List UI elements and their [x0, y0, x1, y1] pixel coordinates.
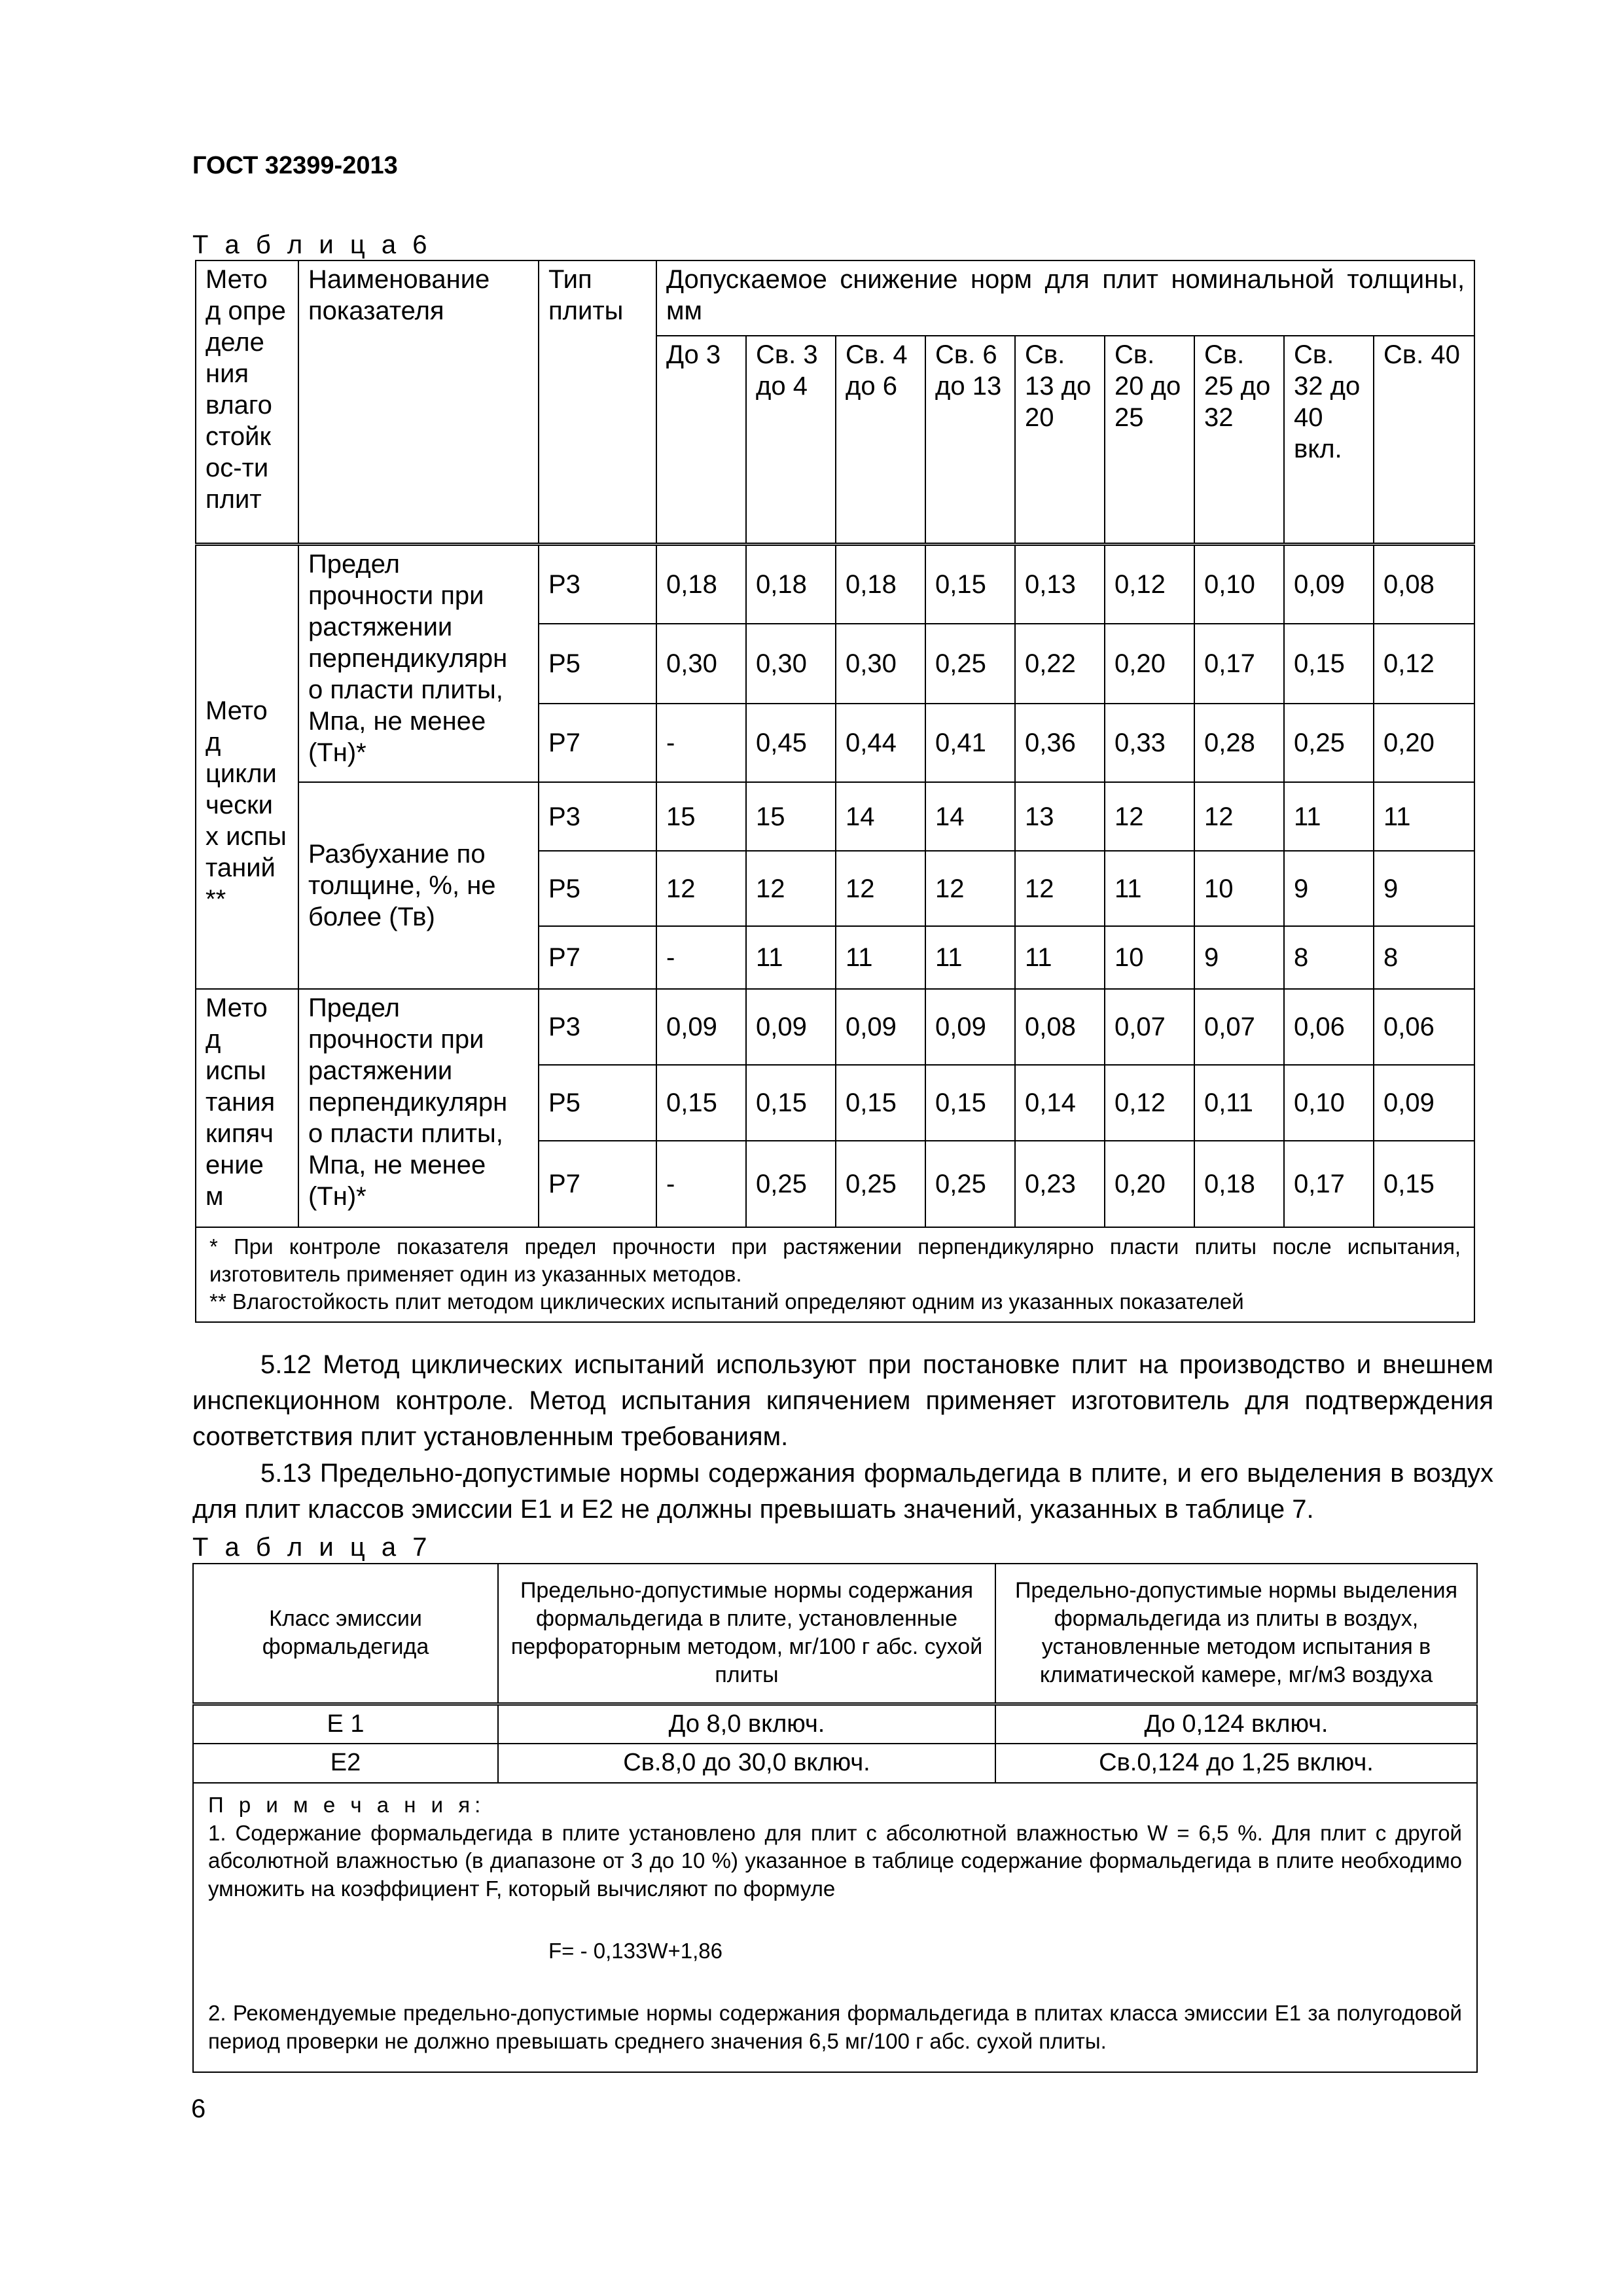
table6-value: 0,06 [1284, 989, 1374, 1065]
table6-value: 12 [925, 851, 1015, 926]
table6-value: 0,41 [925, 704, 1015, 782]
table6-head-allowed-text: Допускаемое снижение норм для плит номинальной толщины, мм [666, 265, 1465, 325]
table6-value: 10 [1194, 851, 1284, 926]
table6-value: 8 [1374, 926, 1474, 989]
table7-cell: До 8,0 включ. [498, 1704, 995, 1744]
table7-cell: Св.8,0 до 30,0 включ. [498, 1744, 995, 1783]
table6-value: 0,20 [1105, 1141, 1194, 1227]
table6-method-cyclic: Мето д цикли чески х испы таний ** [196, 544, 298, 989]
table7-caption: Т а б л и ц а 7 [192, 1533, 432, 1562]
table6-value: 12 [656, 851, 746, 926]
table6-value: 9 [1374, 851, 1474, 926]
table6-value: 14 [925, 782, 1015, 851]
table6-value: 0,06 [1374, 989, 1474, 1065]
table6-value: 0,23 [1015, 1141, 1105, 1227]
table6-value: 0,07 [1105, 989, 1194, 1065]
table6-value: 14 [836, 782, 925, 851]
table6-value: 11 [1374, 782, 1474, 851]
table6-value: 0,18 [746, 544, 836, 624]
table6-value: 11 [1105, 851, 1194, 926]
table6-range-6: Св. 25 до 32 [1194, 336, 1284, 544]
table-row [196, 544, 1474, 624]
table6-value: 0,14 [1015, 1065, 1105, 1141]
table6-value: 11 [746, 926, 836, 989]
document-header: ГОСТ 32399-2013 [192, 152, 398, 179]
table6-value: 11 [925, 926, 1015, 989]
table-row [193, 1744, 1477, 1783]
table6-range-0: До 3 [656, 336, 746, 544]
table7-header-content: Предельно-допустимые нормы содержания формальдегида в плите, установленные перфораторным методом, мг/100 г абс. сухой плиты [498, 1564, 995, 1704]
table6-type: Р7 [539, 1141, 656, 1227]
table6-value: 0,17 [1284, 1141, 1374, 1227]
table6-value: 0,11 [1194, 1065, 1284, 1141]
table6-type: Р5 [539, 1065, 656, 1141]
table6-value: 0,12 [1105, 1065, 1194, 1141]
table6-value: 0,09 [656, 989, 746, 1065]
table6-value: 0,25 [1284, 704, 1374, 782]
table6-value: 0,10 [1194, 544, 1284, 624]
table6-value: 0,18 [1194, 1141, 1284, 1227]
table6-value: 0,20 [1374, 704, 1474, 782]
table6-range-2: Св. 4 до 6 [836, 336, 925, 544]
table6-value: 0,15 [836, 1065, 925, 1141]
paragraph-5-13: 5.13 Предельно-допустимые нормы содержания формальдегида в плите, и его выделения в воздух для плит классов эмиссии Е1 и Е2 не должны превышать значений, указанных в таблице 7. [192, 1458, 1493, 1524]
table6-value: 0,09 [1284, 544, 1374, 624]
table7-notes-title: П р и м е ч а н и я: [208, 1792, 486, 1817]
table6-value: 12 [836, 851, 925, 926]
table7-cell: Е 1 [193, 1704, 498, 1744]
table6-value: 0,15 [746, 1065, 836, 1141]
table6-value: 0,09 [925, 989, 1015, 1065]
table6-value: 0,15 [925, 544, 1015, 624]
table7-cell: До 0,124 включ. [995, 1704, 1477, 1744]
table6-value: - [656, 926, 746, 989]
table6-value: 0,25 [925, 624, 1015, 704]
table6-value: 0,09 [836, 989, 925, 1065]
table6-note-1: * При контроле показателя предел прочности при растяжении перпендикулярно пласти плиты после испытания, изготовитель применяет один из указанных методов. [209, 1234, 1461, 1287]
table6-value: 11 [1015, 926, 1105, 989]
table6-value: 0,15 [656, 1065, 746, 1141]
table6-head-method: Мето д опре деле ния влаго стойк ос-ти плит [196, 260, 298, 544]
table6-range-7: Св. 32 до 40 вкл. [1284, 336, 1374, 544]
body-paragraphs [192, 1347, 1493, 1528]
table6-range-1: Св. 3 до 4 [746, 336, 836, 544]
table6-value: 0,12 [1374, 624, 1474, 704]
table6-value: 0,15 [925, 1065, 1015, 1141]
table6-value: 15 [656, 782, 746, 851]
table6-type: Р5 [539, 851, 656, 926]
table6-caption: Т а б л и ц а 6 [192, 230, 432, 259]
table6-value: 0,15 [1374, 1141, 1474, 1227]
table6-value: 0,09 [746, 989, 836, 1065]
table6-value: 0,08 [1374, 544, 1474, 624]
table6-range-4: Св. 13 до 20 [1015, 336, 1105, 544]
table6-value: 0,44 [836, 704, 925, 782]
table6-value: 12 [1194, 782, 1284, 851]
table6-value: 0,08 [1015, 989, 1105, 1065]
table6-swelling-label: Разбухание по толщине, %, не более (Тв) [298, 782, 539, 989]
table-row [196, 782, 1474, 851]
table6-value: - [656, 1141, 746, 1227]
table6-type: Р7 [539, 926, 656, 989]
table6-value: 0,25 [836, 1141, 925, 1227]
table7 [192, 1563, 1478, 2073]
table6-value: 11 [1284, 782, 1374, 851]
table6-value: 10 [1105, 926, 1194, 989]
table6-range-3: Св. 6 до 13 [925, 336, 1015, 544]
table6-value: 0,09 [1374, 1065, 1474, 1141]
table6-value: 9 [1194, 926, 1284, 989]
table7-cell: Е2 [193, 1744, 498, 1783]
table6-value: 0,18 [656, 544, 746, 624]
table6 [195, 260, 1475, 1323]
table7-header-emission: Предельно-допустимые нормы выделения формальдегида из плиты в воздух, установленные методом испытания в климатической камере, мг/м3 воздуха [995, 1564, 1477, 1704]
table6-value: 11 [836, 926, 925, 989]
table6-value: 0,45 [746, 704, 836, 782]
table6-value: 9 [1284, 851, 1374, 926]
table6-value: 13 [1015, 782, 1105, 851]
page-number: 6 [191, 2094, 206, 2123]
table7-note-1: 1. Содержание формальдегида в плите установлено для плит с абсолютной влажностью W = 6,5 %. Для плит с другой абсолютной влажностью (в диапазоне от 3 до 10 %) указанное в таблице содержание формальдегида в плите необходимо умножить на коэффициент F, который вычисляют по формуле [208, 1820, 1462, 1901]
table6-value: 12 [1105, 782, 1194, 851]
table6-notes-row [196, 1227, 1474, 1322]
table6-strength-label-2: Предел прочности при растяжении перпендикулярн о пласти плиты, Мпа, не менее (Тн)* [298, 989, 539, 1227]
table6-type: Р3 [539, 544, 656, 624]
table6-range-5: Св. 20 до 25 [1105, 336, 1194, 544]
table6-value: 8 [1284, 926, 1374, 989]
table7-notes [193, 1783, 1477, 2072]
table6-value: 0,28 [1194, 704, 1284, 782]
table6-value: 0,25 [925, 1141, 1015, 1227]
formula: F= - 0,133W+1,86 [548, 1939, 722, 1964]
table6-value: 0,25 [746, 1141, 836, 1227]
table6-value: 0,12 [1105, 544, 1194, 624]
table6-value: 0,18 [836, 544, 925, 624]
table6-value: 0,33 [1105, 704, 1194, 782]
table7-cell: Св.0,124 до 1,25 включ. [995, 1744, 1477, 1783]
table6-head-allowed [656, 260, 1474, 336]
table6-value: 0,10 [1284, 1065, 1374, 1141]
table-row [196, 989, 1474, 1065]
table6-notes [196, 1227, 1474, 1322]
table6-method-boiling: Мето д испы тания кипяч ение м [196, 989, 298, 1227]
table6-head-indicator: Наименование показателя [298, 260, 539, 544]
table6-type: Р3 [539, 989, 656, 1065]
table6-value: 0,07 [1194, 989, 1284, 1065]
table6-type: Р3 [539, 782, 656, 851]
table6-range-8: Св. 40 [1374, 336, 1474, 544]
table6-value: 12 [746, 851, 836, 926]
table6-value: 0,30 [836, 624, 925, 704]
table6-value: 0,36 [1015, 704, 1105, 782]
table6-value: - [656, 704, 746, 782]
table6-type: Р5 [539, 624, 656, 704]
table-row [193, 1704, 1477, 1744]
table6-type: Р7 [539, 704, 656, 782]
table6-value: 0,22 [1015, 624, 1105, 704]
paragraph-5-12: 5.12 Метод циклических испытаний используют при постановке плит на производство и внешнем инспекционном контроле. Метод испытания кипячением применяет изготовитель для подтверждения соответствия плит установленным требованиям. [192, 1350, 1493, 1452]
table6-note-2: ** Влагостойкость плит методом циклических испытаний определяют одним из указанных показателей [209, 1289, 1244, 1314]
table6-value: 0,30 [656, 624, 746, 704]
table6-value: 0,17 [1194, 624, 1284, 704]
table6-value: 0,13 [1015, 544, 1105, 624]
table6-strength-label: Предел прочности при растяжении перпендикулярн о пласти плиты, Мпа, не менее (Тн)* [298, 544, 539, 782]
table6-value: 0,30 [746, 624, 836, 704]
table6-value: 12 [1015, 851, 1105, 926]
table6-head-type: Тип плиты [539, 260, 656, 544]
table6-value: 15 [746, 782, 836, 851]
table7-notes-row [193, 1783, 1477, 2072]
table7-note-2: 2. Рекомендуемые предельно-допустимые нормы содержания формальдегида в плитах класса эмиссии Е1 за полугодовой период проверки не должно превышать среднего значения 6,5 мг/100 г абс. сухой плиты. [208, 2001, 1462, 2054]
table6-value: 0,20 [1105, 624, 1194, 704]
table7-header-class: Класс эмиссии формальдегида [193, 1564, 498, 1704]
table6-value: 0,15 [1284, 624, 1374, 704]
